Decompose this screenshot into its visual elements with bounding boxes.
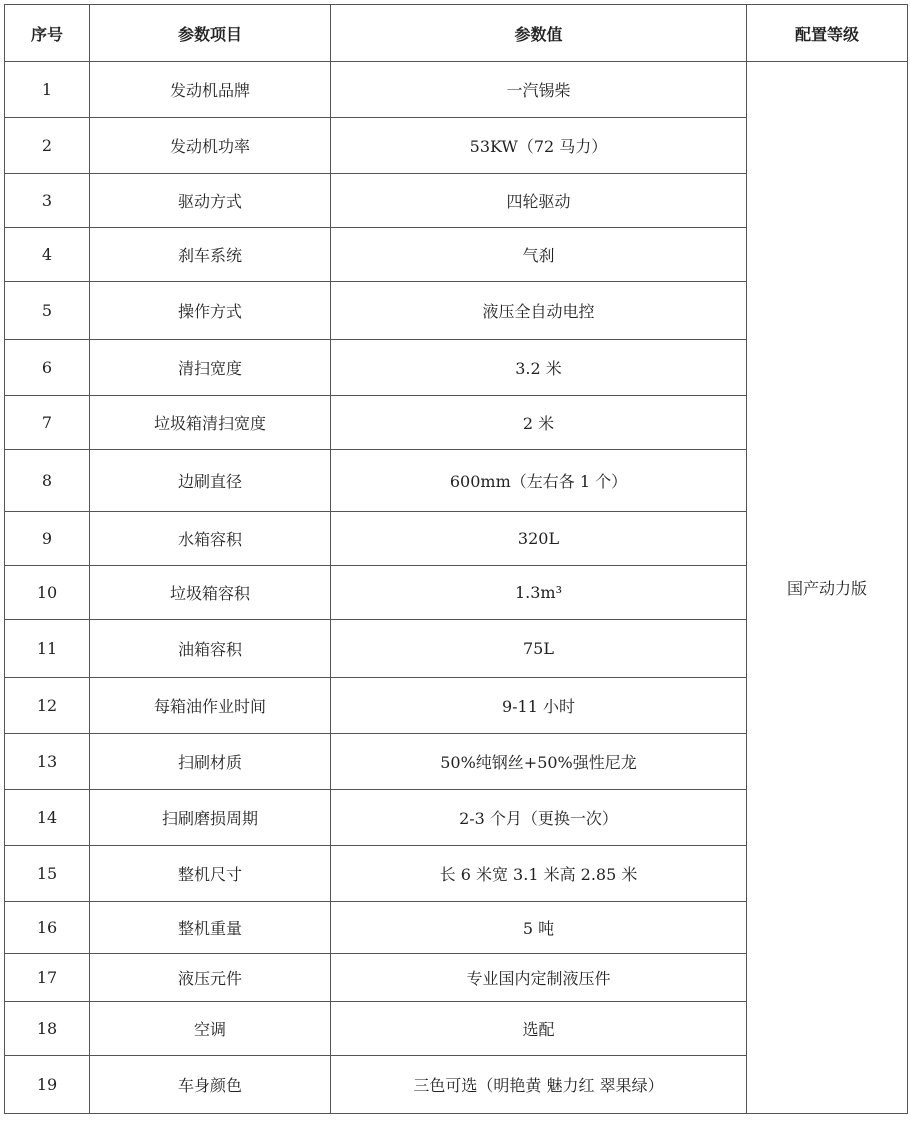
row-value: 长 6 米宽 3.1 米高 2.85 米 xyxy=(331,846,747,902)
row-item: 空调 xyxy=(90,1002,331,1056)
row-item: 操作方式 xyxy=(90,282,331,340)
row-number: 19 xyxy=(5,1056,90,1114)
row-item: 每箱油作业时间 xyxy=(90,678,331,734)
row-item: 扫刷磨损周期 xyxy=(90,790,331,846)
row-value: 5 吨 xyxy=(331,902,747,954)
row-value: 75L xyxy=(331,620,747,678)
row-number: 7 xyxy=(5,396,90,450)
row-number: 5 xyxy=(5,282,90,340)
row-item: 刹车系统 xyxy=(90,228,331,282)
row-number: 6 xyxy=(5,340,90,396)
row-value: 53KW（72 马力） xyxy=(331,118,747,174)
row-value: 专业国内定制液压件 xyxy=(331,954,747,1002)
row-number: 14 xyxy=(5,790,90,846)
row-value: 1.3m³ xyxy=(331,566,747,620)
row-number: 3 xyxy=(5,174,90,228)
row-value: 气刹 xyxy=(331,228,747,282)
row-number: 9 xyxy=(5,512,90,566)
row-item: 油箱容积 xyxy=(90,620,331,678)
row-value: 600mm（左右各 1 个） xyxy=(331,450,747,512)
row-number: 17 xyxy=(5,954,90,1002)
row-item: 液压元件 xyxy=(90,954,331,1002)
header-value: 参数值 xyxy=(331,5,747,62)
row-number: 11 xyxy=(5,620,90,678)
row-value: 四轮驱动 xyxy=(331,174,747,228)
row-value: 一汽锡柴 xyxy=(331,62,747,118)
row-item: 发动机功率 xyxy=(90,118,331,174)
header-row xyxy=(5,5,908,62)
row-value: 2-3 个月（更换一次） xyxy=(331,790,747,846)
row-value: 3.2 米 xyxy=(331,340,747,396)
row-item: 整机尺寸 xyxy=(90,846,331,902)
row-item: 边刷直径 xyxy=(90,450,331,512)
row-item: 驱动方式 xyxy=(90,174,331,228)
row-number: 16 xyxy=(5,902,90,954)
row-value: 选配 xyxy=(331,1002,747,1056)
row-item: 车身颜色 xyxy=(90,1056,331,1114)
row-number: 1 xyxy=(5,62,90,118)
row-number: 13 xyxy=(5,734,90,790)
row-value: 320L xyxy=(331,512,747,566)
row-number: 10 xyxy=(5,566,90,620)
row-item: 水箱容积 xyxy=(90,512,331,566)
row-number: 18 xyxy=(5,1002,90,1056)
row-number: 12 xyxy=(5,678,90,734)
table-row xyxy=(5,62,908,118)
row-number: 2 xyxy=(5,118,90,174)
row-item: 发动机品牌 xyxy=(90,62,331,118)
row-item: 扫刷材质 xyxy=(90,734,331,790)
row-value: 液压全自动电控 xyxy=(331,282,747,340)
row-value: 三色可选（明艳黄 魅力红 翠果绿） xyxy=(331,1056,747,1114)
spec-table xyxy=(4,4,908,1114)
config-level-cell: 国产动力版 xyxy=(747,62,908,1114)
row-item: 垃圾箱容积 xyxy=(90,566,331,620)
row-item: 清扫宽度 xyxy=(90,340,331,396)
row-value: 9-11 小时 xyxy=(331,678,747,734)
row-number: 15 xyxy=(5,846,90,902)
header-config-level: 配置等级 xyxy=(747,5,908,62)
table-body xyxy=(5,62,908,1114)
row-value: 50%纯钢丝+50%强性尼龙 xyxy=(331,734,747,790)
row-item: 垃圾箱清扫宽度 xyxy=(90,396,331,450)
header-item: 参数项目 xyxy=(90,5,331,62)
header-no: 序号 xyxy=(5,5,90,62)
row-number: 4 xyxy=(5,228,90,282)
row-item: 整机重量 xyxy=(90,902,331,954)
row-value: 2 米 xyxy=(331,396,747,450)
row-number: 8 xyxy=(5,450,90,512)
